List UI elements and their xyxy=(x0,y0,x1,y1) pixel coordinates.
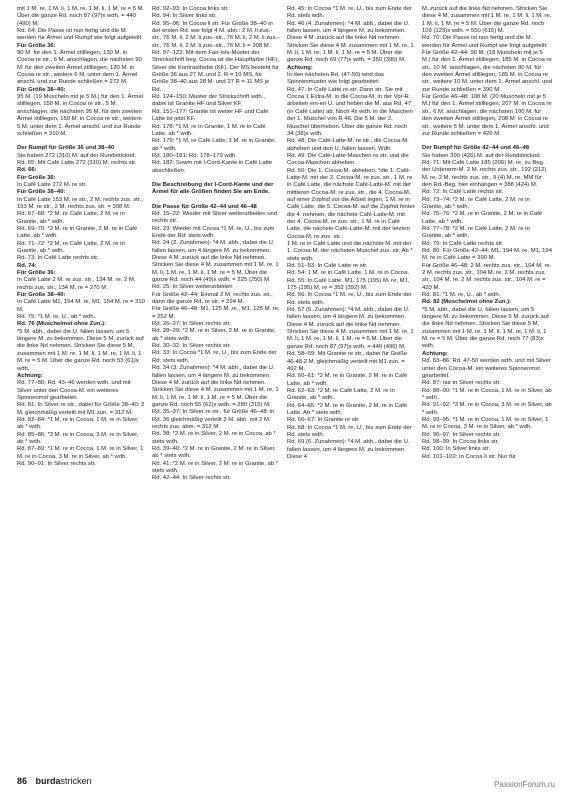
instruction-paragraph: Rd. 100: In Silver links str. xyxy=(422,446,491,453)
section-heading: Rd. 66: xyxy=(17,167,37,174)
instruction-paragraph: Rd. 26–27: In Silver rechts str. xyxy=(152,321,231,328)
section-heading: Für Größe 36: xyxy=(17,270,56,277)
section-heading: Für Größe 36: xyxy=(17,174,56,181)
paragraph-gap xyxy=(422,138,552,145)
instruction-paragraph: Rd. 64: Die Passe ist nun fertig und die M. werden für Ärmel und Rumpf wie folgt aufgeteilt: xyxy=(17,28,143,42)
instruction-paragraph: Rd. 35–37: In Silver re str., für Größe 46–48: in Rd. 36 gleichmäßig verteilt 3 M. abn. mit 2 M. rechts zus. abm. = 312 M. xyxy=(152,409,275,430)
instruction-paragraph: mit 1 M. re, 1 M. li, 1 M. re, 1 M. li, 1 M. re = 5 M. Über die ganze Rd. noch 87 (97)x wdh. = 440 (490) M. xyxy=(17,6,145,27)
instruction-paragraph: Rd. 69–70: *2 M. re in Granite, 2 M. re in Café Latte, ab * wdh. xyxy=(17,225,138,240)
section-heading: Rd. 82 (Muschelmst ohne Zun.): xyxy=(422,299,512,306)
instruction-paragraph: Rd. 25: In Silver weiterarbeiten xyxy=(152,284,233,291)
brand-bold: burda xyxy=(35,776,61,786)
instruction-paragraph: Rd. 41: *2 M. re in Silver, 2 M. re in Granite, ab * stets wdh. xyxy=(152,460,279,474)
instruction-paragraph: Rd. 96–97: In Silver rechts str. xyxy=(422,431,501,438)
section-heading: Achtung: xyxy=(422,350,448,357)
instruction-paragraph: Rd. 50: Die 1. Cocoa-M. abheben, *die 1. Café-Latte-M. mit der 2. Cocoa-M. re zus. str., 1 M. re in Café Latte, die nächste Café-Latte-M. mit der mittleren Cocoa-M. re zus. str., die 4. Cocoa-M. auf einer Zopfnd vor die Arbeit legen, 1 M. re in Café Latte, die 5. Cocoa-M. auf die Zopfnd hinter die 4. nehmen, die nächste Café-Latte-M. mit der 4. Cocoa-M. re zus. str., 1 M. re in Café Latte, die nächste Café-Latte-M. mit der letzten Cocoa-M. re zus. str. xyxy=(287,167,415,240)
section-heading: Für Größe 36: xyxy=(17,42,56,49)
instruction-paragraph: Rd. 54: 1 M. re in Café Latte, 1 M. re in Cocoa. xyxy=(287,270,410,277)
section-heading: Rd. 74: xyxy=(17,262,37,269)
instruction-paragraph: 90 M. für den 1. Ärmel stilllegen, 130 M. in Cocoa re str., 6 M. anschlagen, die nächsten 90 M. für den zweiten Ärmel stilllegen, 130 M. in Cocoa re str., weitere 6 M. unter dem 1. Ärmel anschl. und zur Runde schließen = 272 M. xyxy=(17,50,142,86)
instruction-paragraph: Rd. 38: *2 M. re in Silver, 2 M. re in Cocoa, ab * stets wdh. xyxy=(152,431,276,445)
instruction-paragraph: Rd. 151–177: Granite ist weiter HF und Café Latte ist jetzt KF. xyxy=(152,108,269,123)
instruction-paragraph: Rd. 81: *1 M. re, U., ab * wdh. xyxy=(422,292,501,299)
instruction-paragraph: Rd. 57 (5. Zunahmen): *4 M. abh., dabei die U. fallen lassen, um 4 längere M. zu bekommen. Diese 4 M. zurück auf die linke Nd nehmen. Stricken Sie diese 4 M. zusammen mit 1 M. re, 1 M. li, 1 M. re, 1 M. li, 1 M. re = 5 M. Über die ganze Rd. noch 87 (97)x wdh. = 440 (490) M. xyxy=(287,307,414,350)
instruction-paragraph: Rd. 101–102: In Cocoa li str. Nur für xyxy=(422,453,516,460)
instruction-paragraph: Rd. 94: In Silver links str. xyxy=(152,13,217,20)
instruction-paragraph: Rd. 30–32: In Silver rechts str. xyxy=(152,343,231,350)
instruction-paragraph: Rd. 15–22: Wieder mit Silver weiterarbeiten und rechts str. xyxy=(152,210,278,225)
instruction-paragraph: Für Größe 42–44: 90 M. (18 Muscheln mit je 5 M.) für den 1. Ärmel stilllegen, 185 M. in Cocoa re str., 10 M. anschlagen, die nächsten 90 M. für den zweiten Ärmel stilllegen, 185 M. in Cocoa re str., weitere 10 M. unter dem 1. Ärmel anschl. und zur Runde schließen = 390 M. xyxy=(422,50,552,93)
instruction-paragraph: Rd. 70: Die Passe ist nun fertig und die M. werden für Ärmel und Rumpf wie folgt aufgeteilt: xyxy=(422,35,548,49)
instruction-paragraph: Rd. 77–80: Rd. 43–46 werden wdh. und mit Silver unter den Cocoa-M. ein weiteres Spinnenmst gearbeitet. xyxy=(17,380,131,401)
instruction-paragraph: 95 M. (19 Muscheln mit je 5 M.) für den 1. Ärmel stilllegen, 150 M. in Cocoa re str., 5 M. anschlagen, die nächsten 95 M. für den zweiten Ärmel stilllegen, 150 M. in Cocoa re str., weitere 5 M. unter dem 1. Ärmel anschl. und zur Runde schließen = 310 M. xyxy=(17,94,144,137)
paragraph-gap xyxy=(152,175,280,182)
section-heading: Der Rumpf für Größe 36 und 38–40 xyxy=(17,145,115,152)
instruction-paragraph: Rd. 49: Die Café-Latte-Maschen re str. und die Cocoa-Maschen abheben. xyxy=(287,152,409,167)
instruction-paragraph: Für Größe 46–48: 2 M. rechts zus. str., 104 M. re, 2 M. rechts zus. str., 104 M. re, 2 M. rechts zus. str., 104 M. re, 2 M. rechts zus. str., 104 M. re = 420 M. xyxy=(422,262,552,291)
instruction-paragraph: Rd. 46 (4. Zunahmen): *4 M. abh., dabei die U. fallen lassen, um 4 längere M. zu bekommen. Diese 4 M. zurück auf die linke Nd nehmen. Stricken Sie diese 4 M. zusammen mit 1 M. re, 1 M. li, 1 M. re, 1 M. li, 1 M. re = 5 M. Über die ganze Rd. noch 69 (77)x wdh. = 350 (390) M. xyxy=(287,20,414,64)
instruction-paragraph: Rd. 92–93: In Cocoa links str. xyxy=(152,6,229,12)
instruction-paragraph: Rd. 71–72: *2 M. re Café Latte, 2 M. re in Granite, ab * wdh. xyxy=(17,240,125,254)
instruction-paragraph: Rd. 73–74: *2 M. re Café Latte, 2 M. re in Granite, ab * wdh. xyxy=(422,196,530,210)
instruction-paragraph: Rd. 62–63: *2 M. re Café Latte, 2 M. re in Granite, ab * wdh. xyxy=(287,387,395,402)
text-column-2 xyxy=(152,6,280,483)
section-heading: Die Passe für Größe 42–44 und 46–48 xyxy=(152,203,257,210)
instruction-paragraph: Rd. 28–29: *2 M. re in Silver, 2 M. re in Granite, ab * stets wdh. xyxy=(152,328,276,342)
instruction-paragraph: M. zurück auf die linke Nd nehmen. Stricken Sie diese 4 M. zusammen mit 1 M. re, 1 M. li, 1 M. re, 1 M. li, 1 M. re = 5 M. Über die ganze Rd. noch 109 (123)x wdh. = 550 (615) M. xyxy=(422,6,552,35)
instruction-paragraph: In Café Latte 2 M. re zus. str., 134 M. re, 2 M. rechts zus. str., 134 M. re = 270 M. xyxy=(17,277,136,291)
instruction-paragraph: Rd. 80: Für Größe 42–44: M1, 194 M. re, M1, 194 M. re in Café Latte = 390 M. xyxy=(422,248,552,262)
instruction-paragraph: Rd. 97–123: Mit dem Fair-Isle-Muster der Streckschrift beg. Cocoa ist die Hauptfarbe (HF), Silver die Kontrastfarbe (KF). Der MS besteht für Größe 36 aus 27 M. und 2. R = 10 MS, für Größe 38–40 aus 28 M. und 27 R = 11 MS je Rd. xyxy=(152,50,280,93)
paragraph-gap xyxy=(152,197,280,204)
instruction-paragraph: Rd. 67–68: *2 M. re Café Latte, 2 M. re in Granite, ab * wdh. xyxy=(17,211,125,225)
instruction-paragraph: Rd. 39–40: *2 M. re in Granite, 2 M. re in Silver, ab * stets wdh. xyxy=(152,445,276,460)
instruction-paragraph: Rd. 182: Sowm mit I-Cord-Kante in Café Latte abschließen. xyxy=(152,160,273,174)
instruction-paragraph: Rd. 93–95: *1 M. re in Cocoa, 1 M. re in Silver, 1 M. re in Cocoa, 3 M. re in Silver, ab * wdh. xyxy=(422,416,549,431)
instruction-paragraph: Für Größe 46–48: M1, 125 M. re., M1, 125 M. re. = 252 M. xyxy=(152,306,280,320)
instruction-paragraph: *5 M. abh., dabei die U. fallen lassen, um 5 längere M. zu bekommen. Diese 5 M. zurück auf die linke Nd nehmen. Stricken Sie diese 5 M. zusammen mit 1 M. re, 1 M. li, 1 M. re, 1 M. li, 1 M. re = 5 M. Über die ganze Rd. noch 53 (61)x wdh. xyxy=(17,328,144,372)
instruction-paragraph: Rd. 83–86: Rd. 47-50 werden wdh. und mit Silver unter den Cocoa-M. ein weiteres Spinnenmst gearbeitet. xyxy=(422,358,551,379)
instruction-paragraph: Rd. 47: In Café Latte re str. Dann str. Sie mit Cocoa 1 Extra-M. in die Cocoa-M. in der Vor-R. arbeiten ein-en U. und heben die M. aus Rd. 47 (in Café Latte) ab. Noch 4x wdh. in die Maschen der 1. Muschel von R 46. Die 5 M. der 2. Muschel überheben. Über die ganze Rd. noch 34 (38)x wdh. xyxy=(287,86,413,137)
section-heading: Für Größe 38–40: xyxy=(17,292,66,299)
instruction-paragraph: *5 M. abh., dabei die U. fallen lassen, um 5 längere M. zu bekommen. Diese 5 M. zurück auf die linke Nd nehmen. Stricken Sie diese 5 M. zusammen mit 1 M. re, 1 M. li, 1 M. re, 1 M. li, 1 M. re = 5 M. Über die ganze Rd. noch 77 (83)x wdh. xyxy=(422,306,549,350)
instruction-paragraph: Rd. 87–89: *1 M. re in Cocoa, 1 M. re in Silver, 1 M. re in Cocoa, 3 M. re in Silver, ab * wdh. xyxy=(17,446,144,460)
paragraph-gap xyxy=(17,138,145,145)
text-column-1 xyxy=(17,6,145,468)
instruction-paragraph: Rd. 98–99: In Cocoa links str. xyxy=(422,438,499,445)
text-column-3 xyxy=(287,6,415,461)
instruction-paragraph: Rd. 75–76: *2 M. re in Granite, 2 M. re in Café Latte, ab * wdh. xyxy=(422,211,543,225)
instruction-paragraph: Rd. 85–86: *3 M. re in Cocoa, 3 M. re in Silver, ab * wdh. xyxy=(17,431,139,445)
instruction-paragraph: Sie haben 272 (310) M. auf der Rundstricknd. xyxy=(17,152,137,159)
section-heading: Der Rumpf für Größe 42–44 und 46–48 xyxy=(422,145,530,152)
instruction-paragraph: Rd. 77–78: *2 M. re Café Latte, 2 M. re in Granite, ab * wdh. xyxy=(422,225,530,240)
instruction-paragraph: Rd. 73: In Café Latte rechts str. xyxy=(17,255,99,262)
instruction-paragraph: Rd. 87: nur in Silver rechts str. xyxy=(422,380,501,387)
instruction-paragraph: In Café Latte 153 M. re str., 2 M. rechts zus. str., 153 M. re str., 2 M. rechts zus. str. = 308 M. xyxy=(17,196,143,210)
section-heading: Die Beschreibung der I-Cord-Kante und der Ärmel für alle Größen finden Sie am Ende. xyxy=(152,181,274,196)
instruction-paragraph: 1 M. re in Café Latte und die nächste M. mit der 1. Cocoa-M. der nächsten Muschel zus. str. Ab * stets wdh. xyxy=(287,241,413,262)
brand-light: stricken xyxy=(60,776,92,786)
instruction-paragraph: Sie haben 390 (426) M. auf der Rundstricknd. xyxy=(422,152,542,159)
instruction-paragraph: Rd. 90–91: In Silver rechts str. xyxy=(17,460,96,467)
instruction-paragraph: Rd. 64–65: *2 M. re in Granite, 2 M. re in Café Latte. Ab * stets wdh. xyxy=(287,402,408,416)
instruction-paragraph: Rd. 179: *1 M. re Café Latte, 1 M. re in Granite, ab * wdh. xyxy=(152,138,276,152)
instruction-paragraph: Rd. 82–84: *1 M. re in Cocoa, 1 M. re in Silver, ab * wdh. xyxy=(17,416,139,431)
instruction-paragraph: Rd. 23: Wieder mit Cocoa *1 M. re, U., bis zum Ende der Rd. stets wdh. xyxy=(152,225,275,239)
instruction-paragraph: In den nächsten Rd. (47-50) wird das Spinnenmuster wie folgt gearbeitet: xyxy=(287,72,384,86)
instruction-paragraph: Rd. 72: In Café Latte rechts str. xyxy=(422,189,504,196)
instruction-paragraph: Rd. 58–59: Mit Granite re str., dabei für Größe 46-48 2 M. gleichmäßig verteilt mit M1 zun. = 492 M. xyxy=(287,351,408,372)
instruction-paragraph: In Café Latte 272 M. re str. xyxy=(17,181,87,188)
instruction-paragraph: Rd. 48: Die Café-Latte-M. re str., die Cocoa-M. abheben und den U. fallen lassen. Wdh. xyxy=(287,138,409,152)
section-heading: Für Größe 38–40: xyxy=(17,189,66,196)
instruction-paragraph: Rd. 71: Mit Café Latte 185 (206) M. re, zu Beg. der Unterarm-M. 2 M. rechts zus. str., 192 (212) M. re, 2 M. rechts zus. str., 9 (4) M. re, MM für den Rd.-Beg. hier einhängen = 388 (424) M. xyxy=(422,159,547,188)
text-column-4 xyxy=(422,6,552,461)
instruction-paragraph: Rd. 51–53: In Café Latte re str. xyxy=(287,263,368,270)
instruction-paragraph: Rd. 68: In Cocoa *1 M. re, U., bis zum Ende der Rd. stets wdh. xyxy=(287,424,412,438)
brand-logo xyxy=(36,776,92,786)
instruction-paragraph: Rd. 75: *1 M. re, U., ab * wdh. xyxy=(17,314,96,321)
instruction-paragraph: Für Größe 46–48: 100 M. (20 Muscheln mit je 5 M.) für den 1. Ärmel stilllegen, 207 M. in Cocoa re str., 6 M. anschlagen, die nächsten 100 M. für den zweiten Ärmel stilllegen, 208 M. in Cocoa re str., weitere 5 M. unter dem 1. Ärmel anschl. und zur Runde schließen = 426 M. xyxy=(422,94,552,137)
section-heading: Rd. 76 (Muschelmst ohne Zun.): xyxy=(17,321,107,328)
instruction-paragraph: Rd. 95–96: In Cocoa li str. Für Größe 38–40 in der ersten Rd. wie folgt 4 M. abn.: 2 M. li zus.-str., 76 M. li, 2 M. li zus.-str., 76 M. li, 2 M. li zus.-str., 76 M. li, 2 M. li zus.-str., 76 M. li = 308 M. xyxy=(152,20,279,49)
instruction-paragraph: Rd. 33: In Cocoa *1 M. re, U., bis zum Ende der Rd. stets wdh. xyxy=(152,350,277,364)
instruction-paragraph: Rd. 42–44: In Silver rechts str. xyxy=(152,475,231,482)
instruction-paragraph: Rd. 56: In Cocoa *1 M. re, U., bis zum Ende der Rd. stets wdh. xyxy=(287,292,412,306)
instruction-paragraph: Rd. 180–181: Rd. 178–179 wdh. xyxy=(152,152,237,159)
page-footer xyxy=(17,776,92,786)
instruction-paragraph: In Café Latte M1, 154 M. re, M1, 154 M. re = 310 M. xyxy=(17,299,145,313)
instruction-paragraph: Rd. 24 (2. Zunahmen): *4 M. abh., dabei die U. fallen lassen, um 4 längere M. zu bekommen. Diese 4 M. zurück auf die linke Nd nehmen. Stricken Sie diese 4 M. zusammen mit 1 M. re, 1 M. li, 1 M. re, 1 M. li, 1 M. re = 5 M. Über die ganze Rd. noch 44 (49)x wdh. = 225 (250) M. xyxy=(152,240,279,284)
section-heading: Achtung: xyxy=(17,372,43,379)
instruction-paragraph: Rd. 60–61: *2 M. re in Granite, 2 M. re in Café Latte, ab * wdh. xyxy=(287,373,408,387)
instruction-paragraph: Rd. 88–90: *1 M. re in Cocoa, 1 M. re in Silver, ab * wdh. xyxy=(422,387,552,401)
instruction-paragraph: Rd. 91–92: *3 M. re in Cocoa, 3 M. re in Silver, ab * wdh. xyxy=(422,402,552,416)
instruction-paragraph: Rd. 45: In Cocoa *1 M. re, U., bis zum Ende der Rd. stets wdh. xyxy=(287,6,412,20)
watermark: PassionForum.ru xyxy=(494,780,555,789)
instruction-paragraph: Rd. 81: In Silver re str., dabei für Größe 38–40: 2 M. gleichmäßig verteilt mit M1 zun. = 312 M. xyxy=(17,402,145,416)
page-number: 86 xyxy=(17,776,28,786)
instruction-paragraph: Rd. 66–67: In Granite re str. xyxy=(287,417,360,424)
instruction-paragraph: Rd. 34 (3. Zunahmen): *4 M. abh., dabei die U. fallen lassen, um 4 längere M. zu bekommen. Diese 4 M. zurück auf die linke Nd nehmen. Stricken Sie diese 4 M. zusammen mit 1 M. re, 1 M. li, 1 M. re, 1 M. li, 1 M. re = 5 M. Über die ganze Rd. noch 55 (62)x wdh. = 280 (315) M. xyxy=(152,365,279,408)
instruction-paragraph: Rd. 55: In Café Latte. M1, 175 (195) M. re, M1, 175 (195) M. re = 352 (392) M. xyxy=(287,277,410,292)
instruction-paragraph: Rd. 124–150: Muster der Strickschrift wdh., dabei ist Granite HF und Silver KF. xyxy=(152,94,265,108)
instruction-paragraph: Rd. 65: Mit Café Latte 272 (310) M. rechts str. xyxy=(17,159,137,166)
section-heading: Für Größe 38–40: xyxy=(17,86,66,93)
instruction-paragraph: Rd. 178: *1 M. re in Granite, 1 M. re in Café Latte, ab * wdh. xyxy=(152,123,266,137)
instruction-paragraph: Für Größe 42–44: Einmal 2 M. rechts zus. str., dann die ganze Rd. re str. = 224 M. xyxy=(152,291,273,306)
section-heading: Achtung: xyxy=(287,64,313,71)
instruction-paragraph: Rd. 69 (6. Zunahmen): *4 M. abh., dabei die U. fallen lassen, um 4 längere M. zu bekommen. Diese 4 xyxy=(287,439,410,460)
instruction-paragraph: Rd. 79: In Café Latte rechts str. xyxy=(422,240,504,247)
